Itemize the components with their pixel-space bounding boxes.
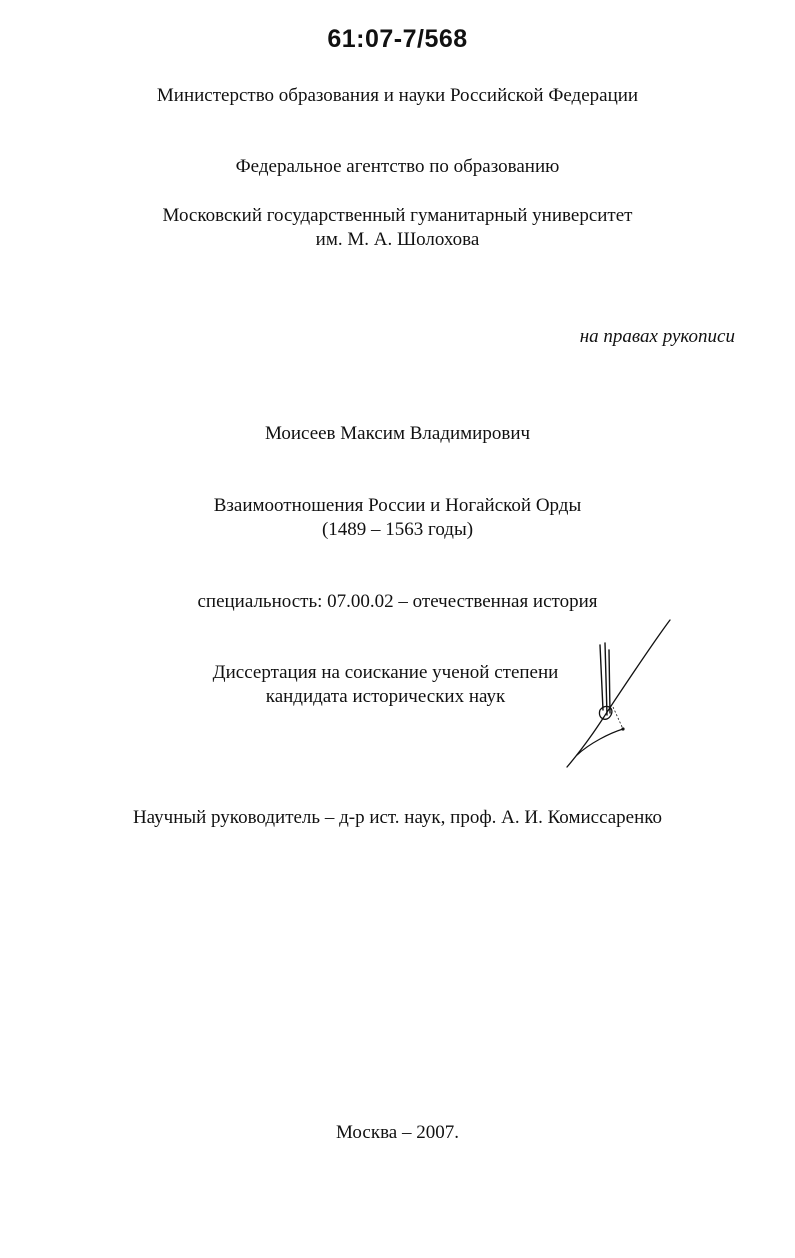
degree-line-2: кандидата исторических наук bbox=[265, 686, 506, 707]
agency-line: Федеральное агентство по образованию bbox=[235, 156, 560, 177]
handwritten-signature bbox=[555, 615, 685, 775]
supervisor-line: Научный руководитель – д-р ист. наук, проф. А. И. Комиссаренко bbox=[132, 807, 663, 828]
dissertation-title-line-1: Взаимоотношения России и Ногайской Орды bbox=[213, 495, 582, 516]
ministry-line: Министерство образования и науки Российской Федерации bbox=[156, 85, 639, 106]
university-line-1: Московский государственный гуманитарный университет bbox=[162, 205, 633, 226]
registry-code: 61:07-7/568 bbox=[327, 25, 468, 53]
city-year-line: Москва – 2007. bbox=[336, 1122, 459, 1143]
degree-line-1: Диссертация на соискание ученой степени bbox=[212, 662, 559, 683]
manuscript-note: на правах рукописи bbox=[579, 326, 735, 347]
university-line-2: им. М. А. Шолохова bbox=[315, 229, 480, 250]
dissertation-title-line-2: (1489 – 1563 годы) bbox=[321, 519, 474, 540]
author-name: Моисеев Максим Владимирович bbox=[264, 423, 531, 444]
specialty-line: специальность: 07.00.02 – отечественная история bbox=[197, 591, 598, 612]
